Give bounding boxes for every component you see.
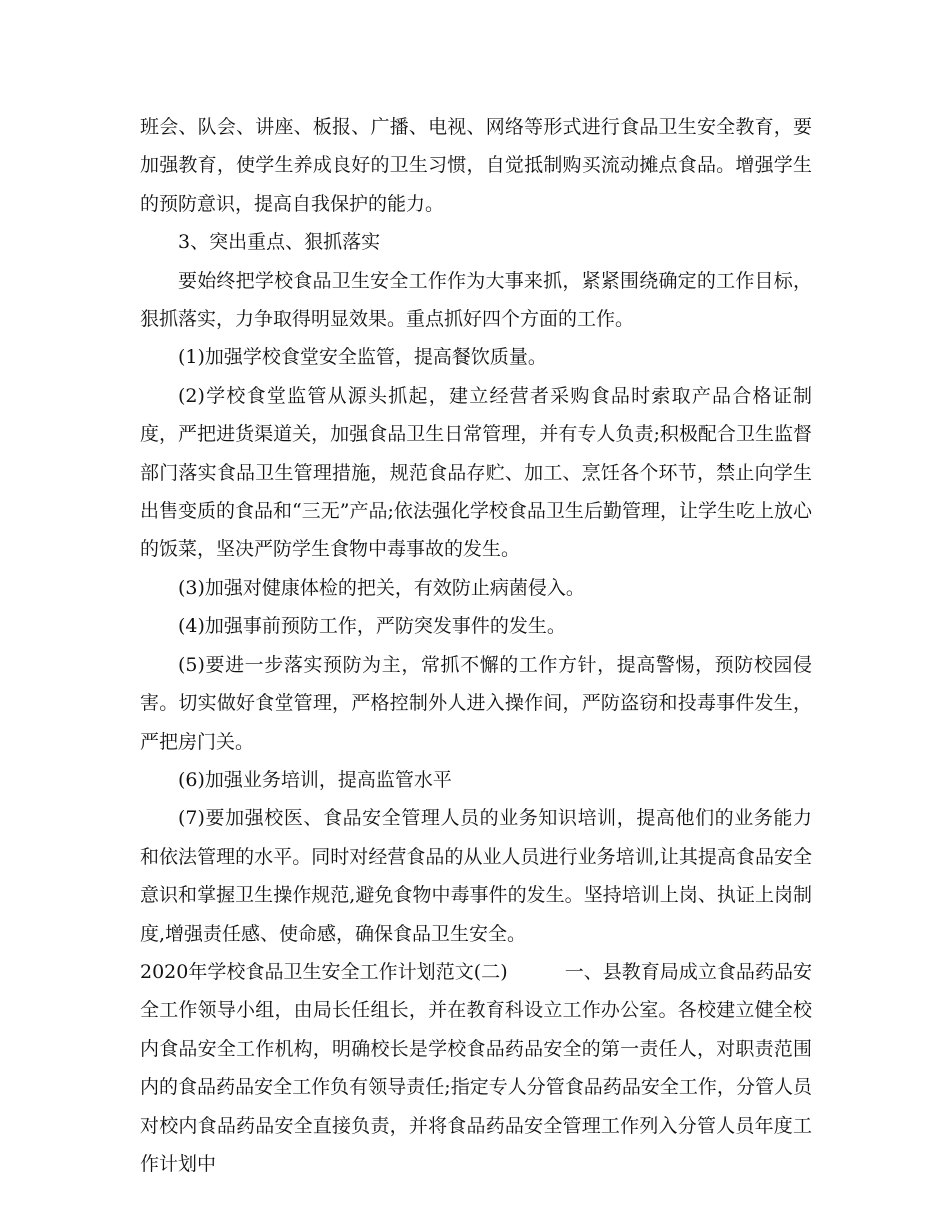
paragraph-work-goals: 要始终把学校食品卫生安全工作作为大事来抓，紧紧围绕确定的工作目标，狠抓落实，力争取得明显效果。重点抓好四个方面的工作。 — [140, 269, 812, 331]
paragraph-education-forms: 班会、队会、讲座、板报、广播、电视、网络等形式进行食品卫生安全教育，要加强教育，使学生养成良好的卫生习惯，自觉抵制购买流动摊点食品。增强学生的预防意识，提高自我保护的能力。 — [140, 116, 812, 215]
list-item-5: (5)要进一步落实预防为主，常抓不懈的工作方针，提高警惕，预防校园侵害。切实做好食堂管理，严格控制外人进入操作间，严防盗窃和投毒事件发生，严把房门关。 — [140, 653, 812, 753]
list-item-2: (2)学校食堂监管从源头抓起，建立经营者采购食品时索取产品合格证制度，严把进货渠道关，加强食品卫生日常管理，并有专人负责;积极配合卫生监督部门落实食品卫生管理措施，规范食品存贮、加工、烹饪各个环节，禁止向学生出售变质的食品和“三无”产品;依法强化学校食品卫生后勤管理，让学生吃上放心的饭菜，坚决严防学生食物中毒事故的发生。 — [140, 384, 812, 561]
list-item-4: (4)加强事前预防工作，严防突发事件的发生。 — [178, 615, 566, 638]
document-page — [140, 108, 812, 1183]
paragraph-plan-part-two: 2020年学校食品卫生安全工作计划范文(二) 一、县教育局成立食品药品安全工作领导小组，由局长任组长，并在教育科设立工作办公室。各校建立健全校内食品安全工作机构，明确校长是学校食品药品安全的第一责任人，对职责范围内的食品药品安全工作负有领导责任;指定专人分管食品药品安全工作，分管人员对校内食品药品安全直接负责，并将食品药品安全管理工作列入分管人员年度工作计划中 — [140, 960, 812, 1175]
list-item-7: (7)要加强校医、食品安全管理人员的业务知识培训，提高他们的业务能力和依法管理的水平。同时对经营食品的从业人员进行业务培训,让其提高食品安全意识和掌握卫生操作规范,避免食物中毒事件的发生。坚持培训上岗、执证上岗制度,增强责任感、使命感，确保食品卫生安全。 — [140, 807, 812, 945]
heading-focus-implementation: 3、突出重点、狠抓落实 — [178, 231, 381, 254]
list-item-6: (6)加强业务培训，提高监管水平 — [178, 768, 452, 791]
list-item-3: (3)加强对健康体检的把关，有效防止病菌侵入。 — [178, 576, 585, 599]
list-item-1: (1)加强学校食堂安全监管，提高餐饮质量。 — [178, 346, 547, 369]
